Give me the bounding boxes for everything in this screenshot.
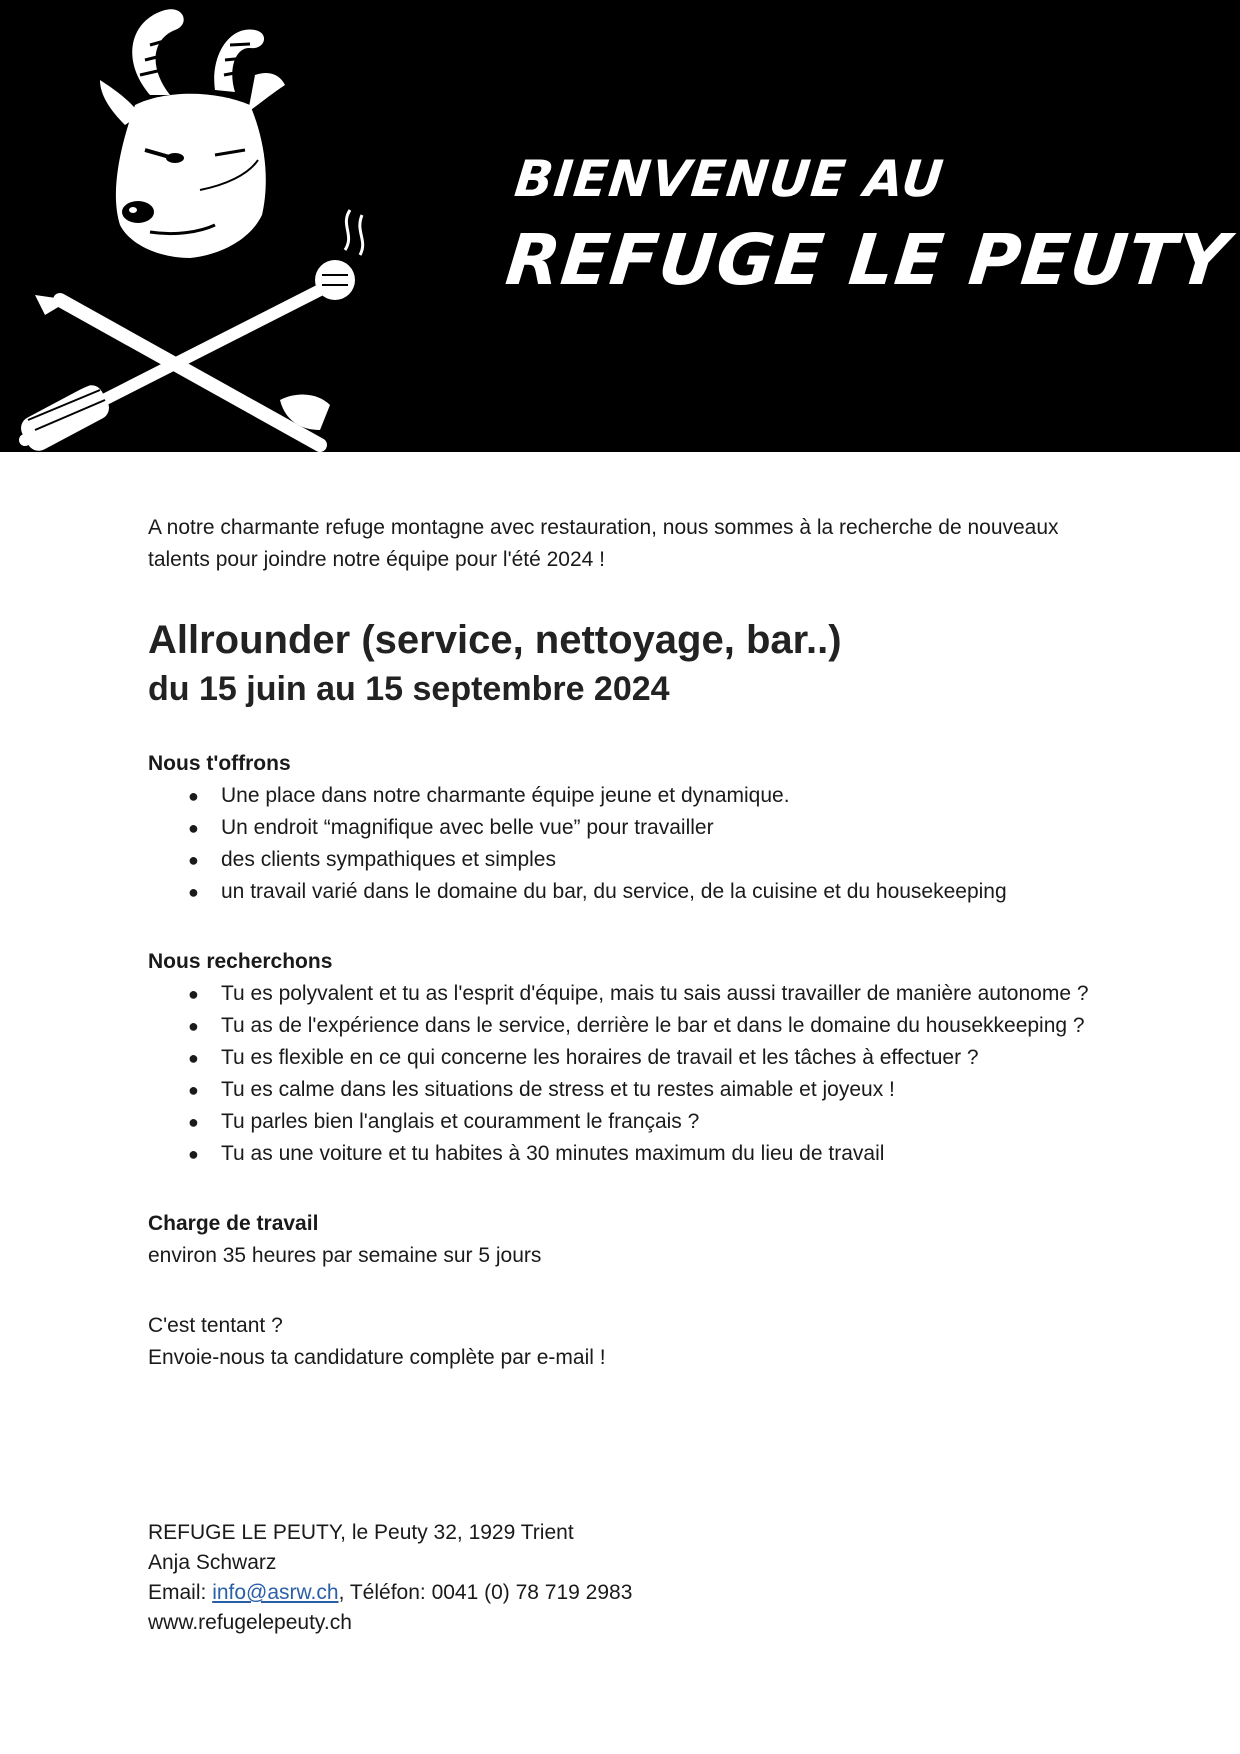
bullet-icon: ● xyxy=(188,1048,199,1068)
offer-heading: Nous t'offrons xyxy=(148,752,291,775)
email-label: Email: xyxy=(148,1581,213,1604)
bullet-icon: ● xyxy=(188,850,199,870)
bullet-icon: ● xyxy=(188,818,199,838)
list-item: ● Un endroit “magnifique avec belle vue” pour travailler xyxy=(148,812,1108,844)
job-dates: du 15 juin au 15 septembre 2024 xyxy=(148,670,670,708)
search-heading: Nous recherchons xyxy=(148,950,333,973)
goat-logo-icon xyxy=(0,0,440,452)
list-item: ● Tu es polyvalent et tu as l'esprit d'équipe, mais tu sais aussi travailler de manière autonome ? xyxy=(148,978,1108,1010)
intro-paragraph: A notre charmante refuge montagne avec restauration, nous sommes à la recherche de nouveaux talents pour joindre notre équipe pour l'été 2024 ! xyxy=(148,516,1059,571)
workload-text: environ 35 heures par semaine sur 5 jours xyxy=(148,1244,542,1267)
list-item: ● un travail varié dans le domaine du bar, du service, de la cuisine et du housekeeping xyxy=(148,876,1108,908)
bullet-icon: ● xyxy=(188,984,199,1004)
search-section xyxy=(148,946,1108,1170)
job-title: Allrounder (service, nettoyage, bar..) xyxy=(148,618,842,662)
phone-text: , Téléfon: 0041 (0) 78 719 2983 xyxy=(338,1581,633,1604)
workload-section xyxy=(148,1208,1108,1272)
list-item: ● Tu es calme dans les situations de stress et tu restes aimable et joyeux ! xyxy=(148,1074,1108,1106)
search-list xyxy=(148,978,1108,1170)
header-banner xyxy=(0,0,1240,452)
footer-email-line xyxy=(148,1578,632,1608)
footer-address: REFUGE LE PEUTY, le Peuty 32, 1929 Trient xyxy=(148,1521,574,1544)
cta-question: C'est tentant ? xyxy=(148,1314,283,1337)
bullet-icon: ● xyxy=(188,882,199,902)
banner-title-line2: REFUGE LE PEUTY xyxy=(502,219,1234,301)
cta-section xyxy=(148,1310,1108,1374)
contact-footer xyxy=(148,1518,632,1638)
offer-section xyxy=(148,748,1108,908)
bullet-icon: ● xyxy=(188,1112,199,1132)
banner-title-line1: BIENVENUE AU xyxy=(511,150,947,208)
offer-list xyxy=(148,780,1108,908)
footer-contact-name: Anja Schwarz xyxy=(148,1551,277,1574)
list-item: ● des clients sympathiques et simples xyxy=(148,844,1108,876)
email-link[interactable]: info@asrw.ch xyxy=(212,1581,339,1604)
list-item: ● Tu es flexible en ce qui concerne les horaires de travail et les tâches à effectuer ? xyxy=(148,1042,1108,1074)
bullet-icon: ● xyxy=(188,1016,199,1036)
banner-title xyxy=(502,150,1240,304)
bullet-icon: ● xyxy=(188,1080,199,1100)
list-item: ● Tu as une voiture et tu habites à 30 minutes maximum du lieu de travail xyxy=(148,1138,1108,1170)
footer-website: www.refugelepeuty.ch xyxy=(148,1611,352,1634)
list-item: ● Une place dans notre charmante équipe jeune et dynamique. xyxy=(148,780,1108,812)
bullet-icon: ● xyxy=(188,786,199,806)
document-body xyxy=(148,512,1108,1374)
list-item: ● Tu parles bien l'anglais et couramment le français ? xyxy=(148,1106,1108,1138)
bullet-icon: ● xyxy=(188,1144,199,1164)
list-item: ● Tu as de l'expérience dans le service, derrière le bar et dans le domaine du housekkeeping ? xyxy=(148,1010,1108,1042)
cta-instruction: Envoie-nous ta candidature complète par e-mail ! xyxy=(148,1346,606,1369)
workload-heading: Charge de travail xyxy=(148,1212,319,1235)
